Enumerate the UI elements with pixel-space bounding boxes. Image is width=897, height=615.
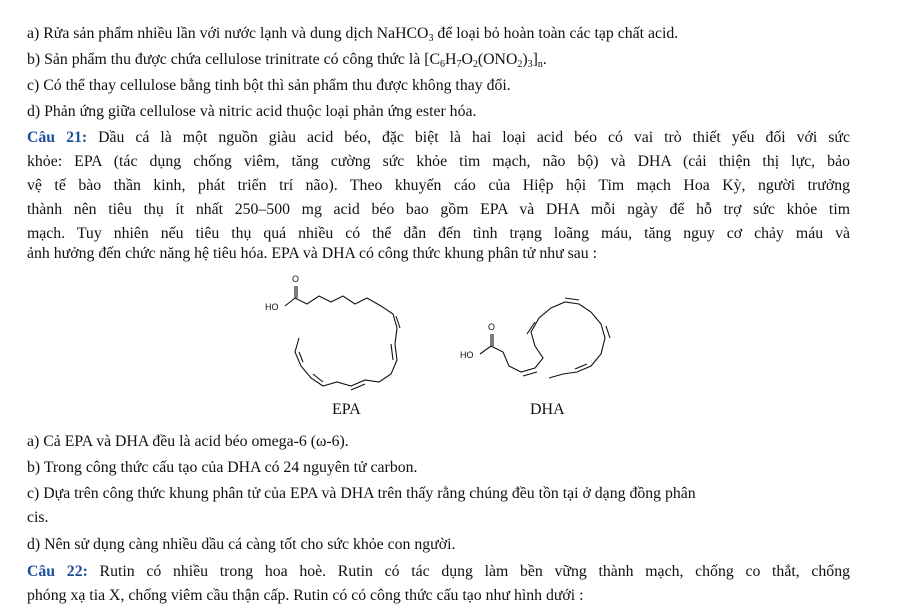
epa-ho-label: HO [265,302,279,312]
q21-line-5: mạch. Tuy nhiên nếu tiêu thụ quá nhiều có thể dẫn đến tình trạng loãng máu, tăng nguy cơ chảy máu và [27,225,850,242]
q21-option-c: c) Dựa trên công thức khung phân tử của EPA và DHA trên thấy rằng chúng đều tồn tại ở dạng đồng phân [27,485,696,502]
q21-option-a: a) Cả EPA và DHA đều là acid béo omega-6 (ω-6). [27,433,349,450]
q21-line-1: Câu 21: Dầu cá là một nguồn giàu acid béo, đặc biệt là hai loại acid béo có vai trò thiết yếu đối với sức [27,129,850,146]
statement-b: b) Sản phẩm thu được chứa cellulose trinitrate có công thức là $[C_6H_7O_2(ONO_2)_3]_n$. [27,51,547,70]
epa-o-label: O [292,274,300,284]
q21-option-c-cont: cis. [27,509,49,526]
q21-line-6: ảnh hưởng đến chức năng hệ tiêu hóa. EPA và DHA có công thức khung phân tử như sau : [27,245,598,262]
q21-option-d: d) Nên sử dụng càng nhiều dầu cá càng tốt cho sức khỏe con người. [27,536,456,553]
epa-caption: EPA [332,401,361,418]
dha-o-label: O [488,322,496,332]
q22-line-2: phóng xạ tia X, chống viêm cầu thận cấp. Rutin có có công thức cấu tạo như hình dưới : [27,587,584,604]
statement-c: c) Có thể thay cellulose bằng tinh bột thì sản phẩm thu được không thay đổi. [27,77,511,94]
dha-caption: DHA [530,401,565,418]
epa-dha-structures-figure [255,268,615,428]
dha-structure [480,298,610,378]
q21-option-b: b) Trong công thức cấu tạo của DHA có 24 nguyên tử carbon. [27,459,418,476]
q22-line-1: Câu 22: Rutin có nhiều trong hoa hoè. Rutin có tác dụng làm bền vững thành mạch, chống co thắt, chống [27,563,850,580]
q21-label: Câu 21: [27,129,88,146]
q21-line-4: thành nên tiêu thụ ít nhất 250–500 mg acid béo bao gồm EPA và DHA mỗi ngày để hỗ trợ sức khỏe tim [27,201,850,218]
q21-line-2: khỏe: EPA (tác dụng chống viêm, tăng cường sức khỏe tim mạch, não bộ) và DHA (cải thiện thị lực, bảo [27,153,850,170]
statement-a: a) Rửa sản phẩm nhiều lần với nước lạnh và dung dịch NaHCO$_3$ để loại bỏ hoàn toàn các tạp chất acid. [27,25,679,44]
dha-ho-label: HO [460,350,474,360]
epa-structure [285,286,400,390]
q21-line-3: vệ tế bào thần kinh, phát triển trí não). Theo khuyến cáo của Hiệp hội Tim mạch Hoa Kỳ, người trưởng [27,177,850,194]
q22-label: Câu 22: [27,563,88,580]
statement-d: d) Phản ứng giữa cellulose và nitric acid thuộc loại phản ứng ester hóa. [27,103,477,120]
